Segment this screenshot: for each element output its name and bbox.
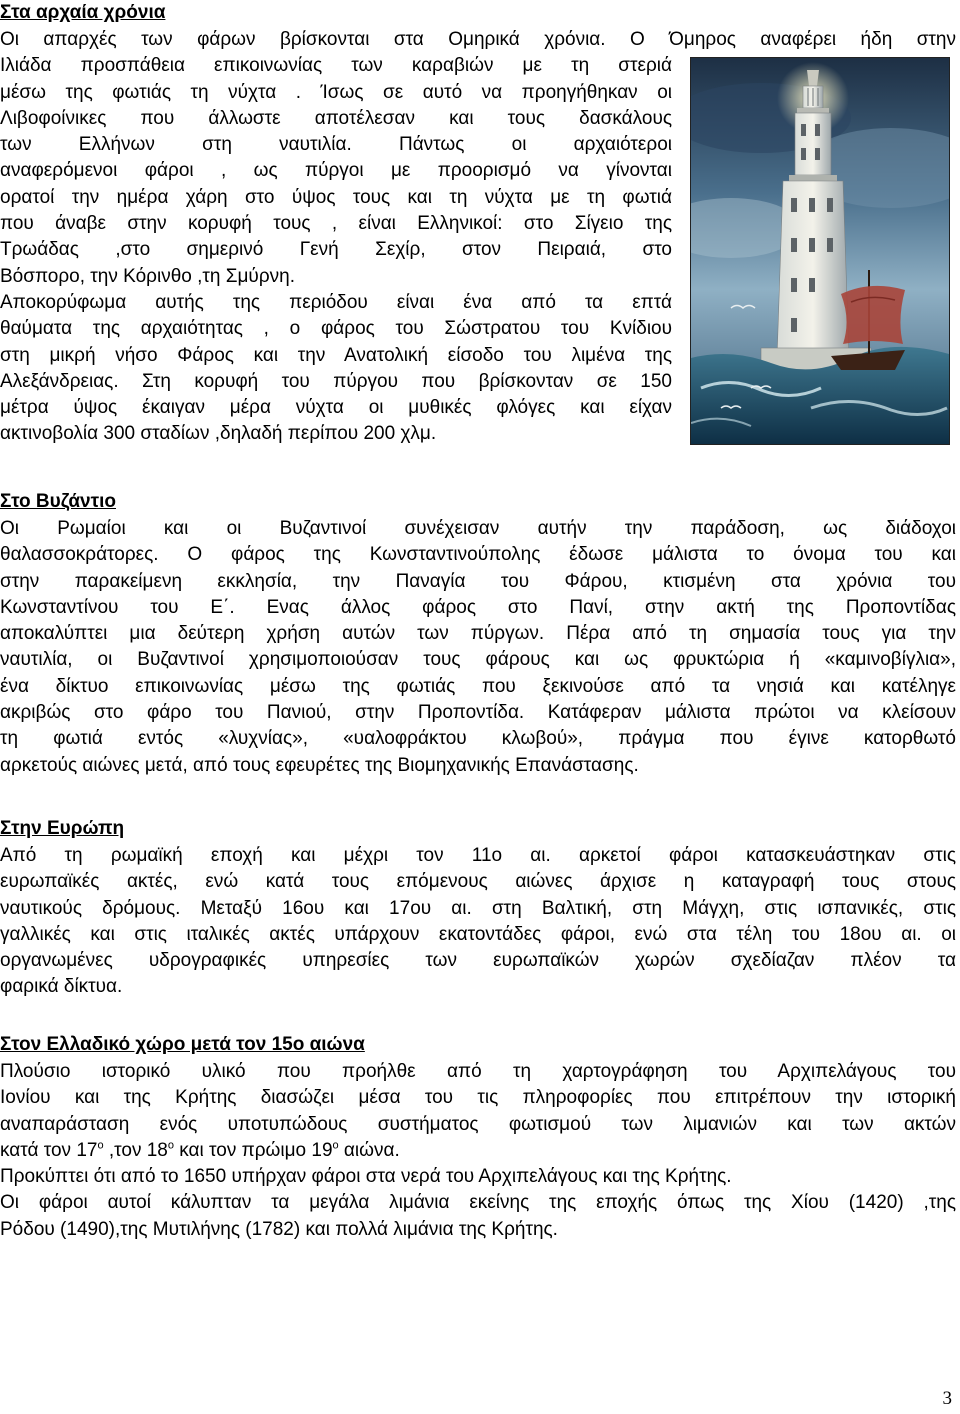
text-line: ναυτικούς δρόμους. Μεταξύ 16ου και 17ου αι. στη Βαλτική, στη Μάγχη, στις ισπανικές, στις	[0, 897, 956, 919]
text-line: Αλεξάνδρειας. Στη κορυφή του πύργου που βρίσκονταν σε 150	[0, 370, 672, 392]
text-line: Από τη ρωμαϊκή εποχή και μέχρι τον 11ο αι. αρκετοί φάροι κατασκευάστηκαν στις	[0, 845, 956, 866]
text-line: φαρικά δίκτυα.	[0, 976, 123, 998]
text-line: αναφερόμενοι φάροι , ως πύργοι με προορισμό να γίνονται	[0, 160, 672, 182]
text-line-centuries	[0, 1138, 956, 1164]
paragraph-greek-region	[0, 1059, 956, 1243]
superscript-o: ο	[167, 1139, 174, 1152]
text-fragment: ,τον 18	[103, 1139, 168, 1161]
text-line: Κωνσταντίνου του Ε΄. Ενας άλλος φάρος στο Πανί, στην ακτή της Προποντίδας	[0, 596, 956, 618]
text-line: των Ελλήνων στη ναυτιλία. Πάντως οι αρχαιότεροι	[0, 134, 672, 156]
section-byzantium	[0, 489, 956, 779]
paragraph-byzantium	[0, 516, 956, 779]
text-line: τη φωτιά εντός «λυχνίας», «υαλοφράκτου κλωβού», πράγμα που έγινε κατορθωτό	[0, 728, 956, 750]
text-line: Οι απαρχές των φάρων βρίσκονται στα Ομηρικά χρόνια. Ο Όμηρος αναφέρει ήδη στην	[0, 29, 956, 50]
text-line: ένα δίκτυο επικοινωνίας μέσω της φωτιάς που ξεκινούσε από τα νησιά και κατέληγε	[0, 675, 956, 697]
text-line: Βόσπορο, την Κόρινθο ,τη Σμύρνη.	[0, 265, 295, 287]
text-line: Οι Ρωμαίοι και οι Βυζαντινοί συνέχεισαν αυτήν την παράδοση, ως διάδοχοι	[0, 518, 956, 539]
text-fragment: αιώνα.	[338, 1139, 400, 1161]
text-line: ευρωπαϊκές ακτές, ενώ κατά τους επόμενους αιώνες άρχισε η καταγραφή τους στους	[0, 871, 956, 893]
text-line: θαύματα της αρχαιότητας , ο φάρος του Σώστρατου του Κνίδιου	[0, 318, 672, 340]
text-line: γαλλικές και στις ιταλικές ακτές υπάρχουν εκατοντάδες φάροι, ενώ στα τέλη του 18ου αι. οι	[0, 923, 956, 945]
text-line: ναυτιλία, οι Βυζαντινοί χρησιμοποιούσαν τους φάρους και ως φρυκτώρια ή «καμινοβίγλια»,	[0, 649, 956, 671]
text-line: ακριβώς στο φάρο του Πανιού, στην Προποντίδα. Κατάφεραν μάλιστα πρώτοι να κλείσουν	[0, 702, 956, 724]
text-line: στην παρακείμενη εκκλησία, την Παναγία του Φάρου, κτισμένη στα χρόνια του	[0, 570, 956, 592]
pharos-lighthouse-painting	[690, 57, 950, 445]
superscript-o: ο	[97, 1139, 104, 1152]
section-europe	[0, 816, 956, 1001]
paragraph-europe	[0, 843, 956, 1001]
text-line: αρκετούς αιώνες μετά, από τους εφευρέτες της Βιομηχανικής Επανάστασης.	[0, 754, 639, 776]
heading-byzantium: Στο Βυζάντιο	[0, 491, 116, 512]
text-line: Λιβοφοίνικες που άλλωστε αποτέλεσαν και τους δασκάλους	[0, 107, 672, 129]
text-fragment: και τον πρώιμο 19	[174, 1139, 333, 1161]
text-line: θαλασσοκράτορες. Ο φάρος της Κωνσταντινούπολης έδωσε μάλιστα το όνομα του και	[0, 544, 956, 566]
text-line: μέσω της φωτιάς τη νύχτα . Ίσως σε αυτό να προηγήθηκαν οι	[0, 81, 672, 103]
text-line: αναπαράσταση ενός υποτυπώδους συστήματος φωτισμού των λιμανιών και των ακτών	[0, 1113, 956, 1135]
text-line: Οι φάροι αυτοί κάλυπταν τα μεγάλα λιμάνια εκείνης της εποχής όπως της Χίου (1420) ,της	[0, 1192, 956, 1214]
text-fragment: κατά τον 17	[0, 1139, 98, 1161]
heading-greek-region: Στον Ελλαδικό χώρο μετά τον 15ο αιώνα	[0, 1034, 365, 1055]
text-line: στη μικρή νήσο Φάρος και την Ανατολική είσοδο του λιμένα της	[0, 344, 672, 366]
text-line: Ρόδου (1490),της Μυτιλήνης (1782) και πολλά λιμάνια της Κρήτης.	[0, 1218, 558, 1240]
text-line: ορατοί την ημέρα χάρη στο ύψος τους και τη νύχτα με τη φωτιά	[0, 186, 672, 208]
superscript-o: ο	[332, 1139, 339, 1152]
text-line: Αποκορύφωμα αυτής της περιόδου είναι ένα από τα επτά	[0, 291, 672, 313]
page-number: 3	[942, 1388, 952, 1409]
text-line: αποκαλύπτει μια δεύτερη χρήση αυτών των πύργων. Πέρα από τη σημασία τους για την	[0, 623, 956, 645]
text-line: Πλούσιο ιστορικό υλικό που προήλθε από τη χαρτογράφηση του Αρχιπελάγους του	[0, 1061, 956, 1082]
text-line: Ιλιάδα προσπάθεια επικοινωνίας των καραβιών με τη στεριά	[0, 55, 672, 77]
text-line: μέτρα ύψος έκαιγαν μέρα νύχτα οι μυθικές φλόγες και είχαν	[0, 397, 672, 419]
section-greek-region	[0, 1032, 956, 1243]
text-line: που άναβε στην κορυφή τους , είναι Ελληνικοί: στο Σίγειο της	[0, 213, 672, 235]
text-line: Τρωάδας ,στο σημερινό Γενή Σεχίρ, στον Πειραιά, στο	[0, 239, 672, 261]
text-line: Ιονίου και της Κρήτης διασώζει μέσα του τις πληροφορίες που επιτρέπουν την ιστορική	[0, 1087, 956, 1109]
text-line: Προκύπτει ότι από το 1650 υπήρχαν φάροι στα νερά του Αρχιπελάγους και της Κρήτης.	[0, 1166, 732, 1188]
heading-europe: Στην Ευρώπη	[0, 818, 125, 839]
text-line: οργανωμένες υδρογραφικές υπηρεσίες των ευρωπαϊκών χωρών σχεδίαζαν πλέον τα	[0, 950, 956, 972]
heading-ancient-times: Στα αρχαία χρόνια	[0, 2, 166, 23]
text-line: ακτινοβολία 300 σταδίων ,δηλαδή περίπου 200 χλμ.	[0, 423, 437, 445]
